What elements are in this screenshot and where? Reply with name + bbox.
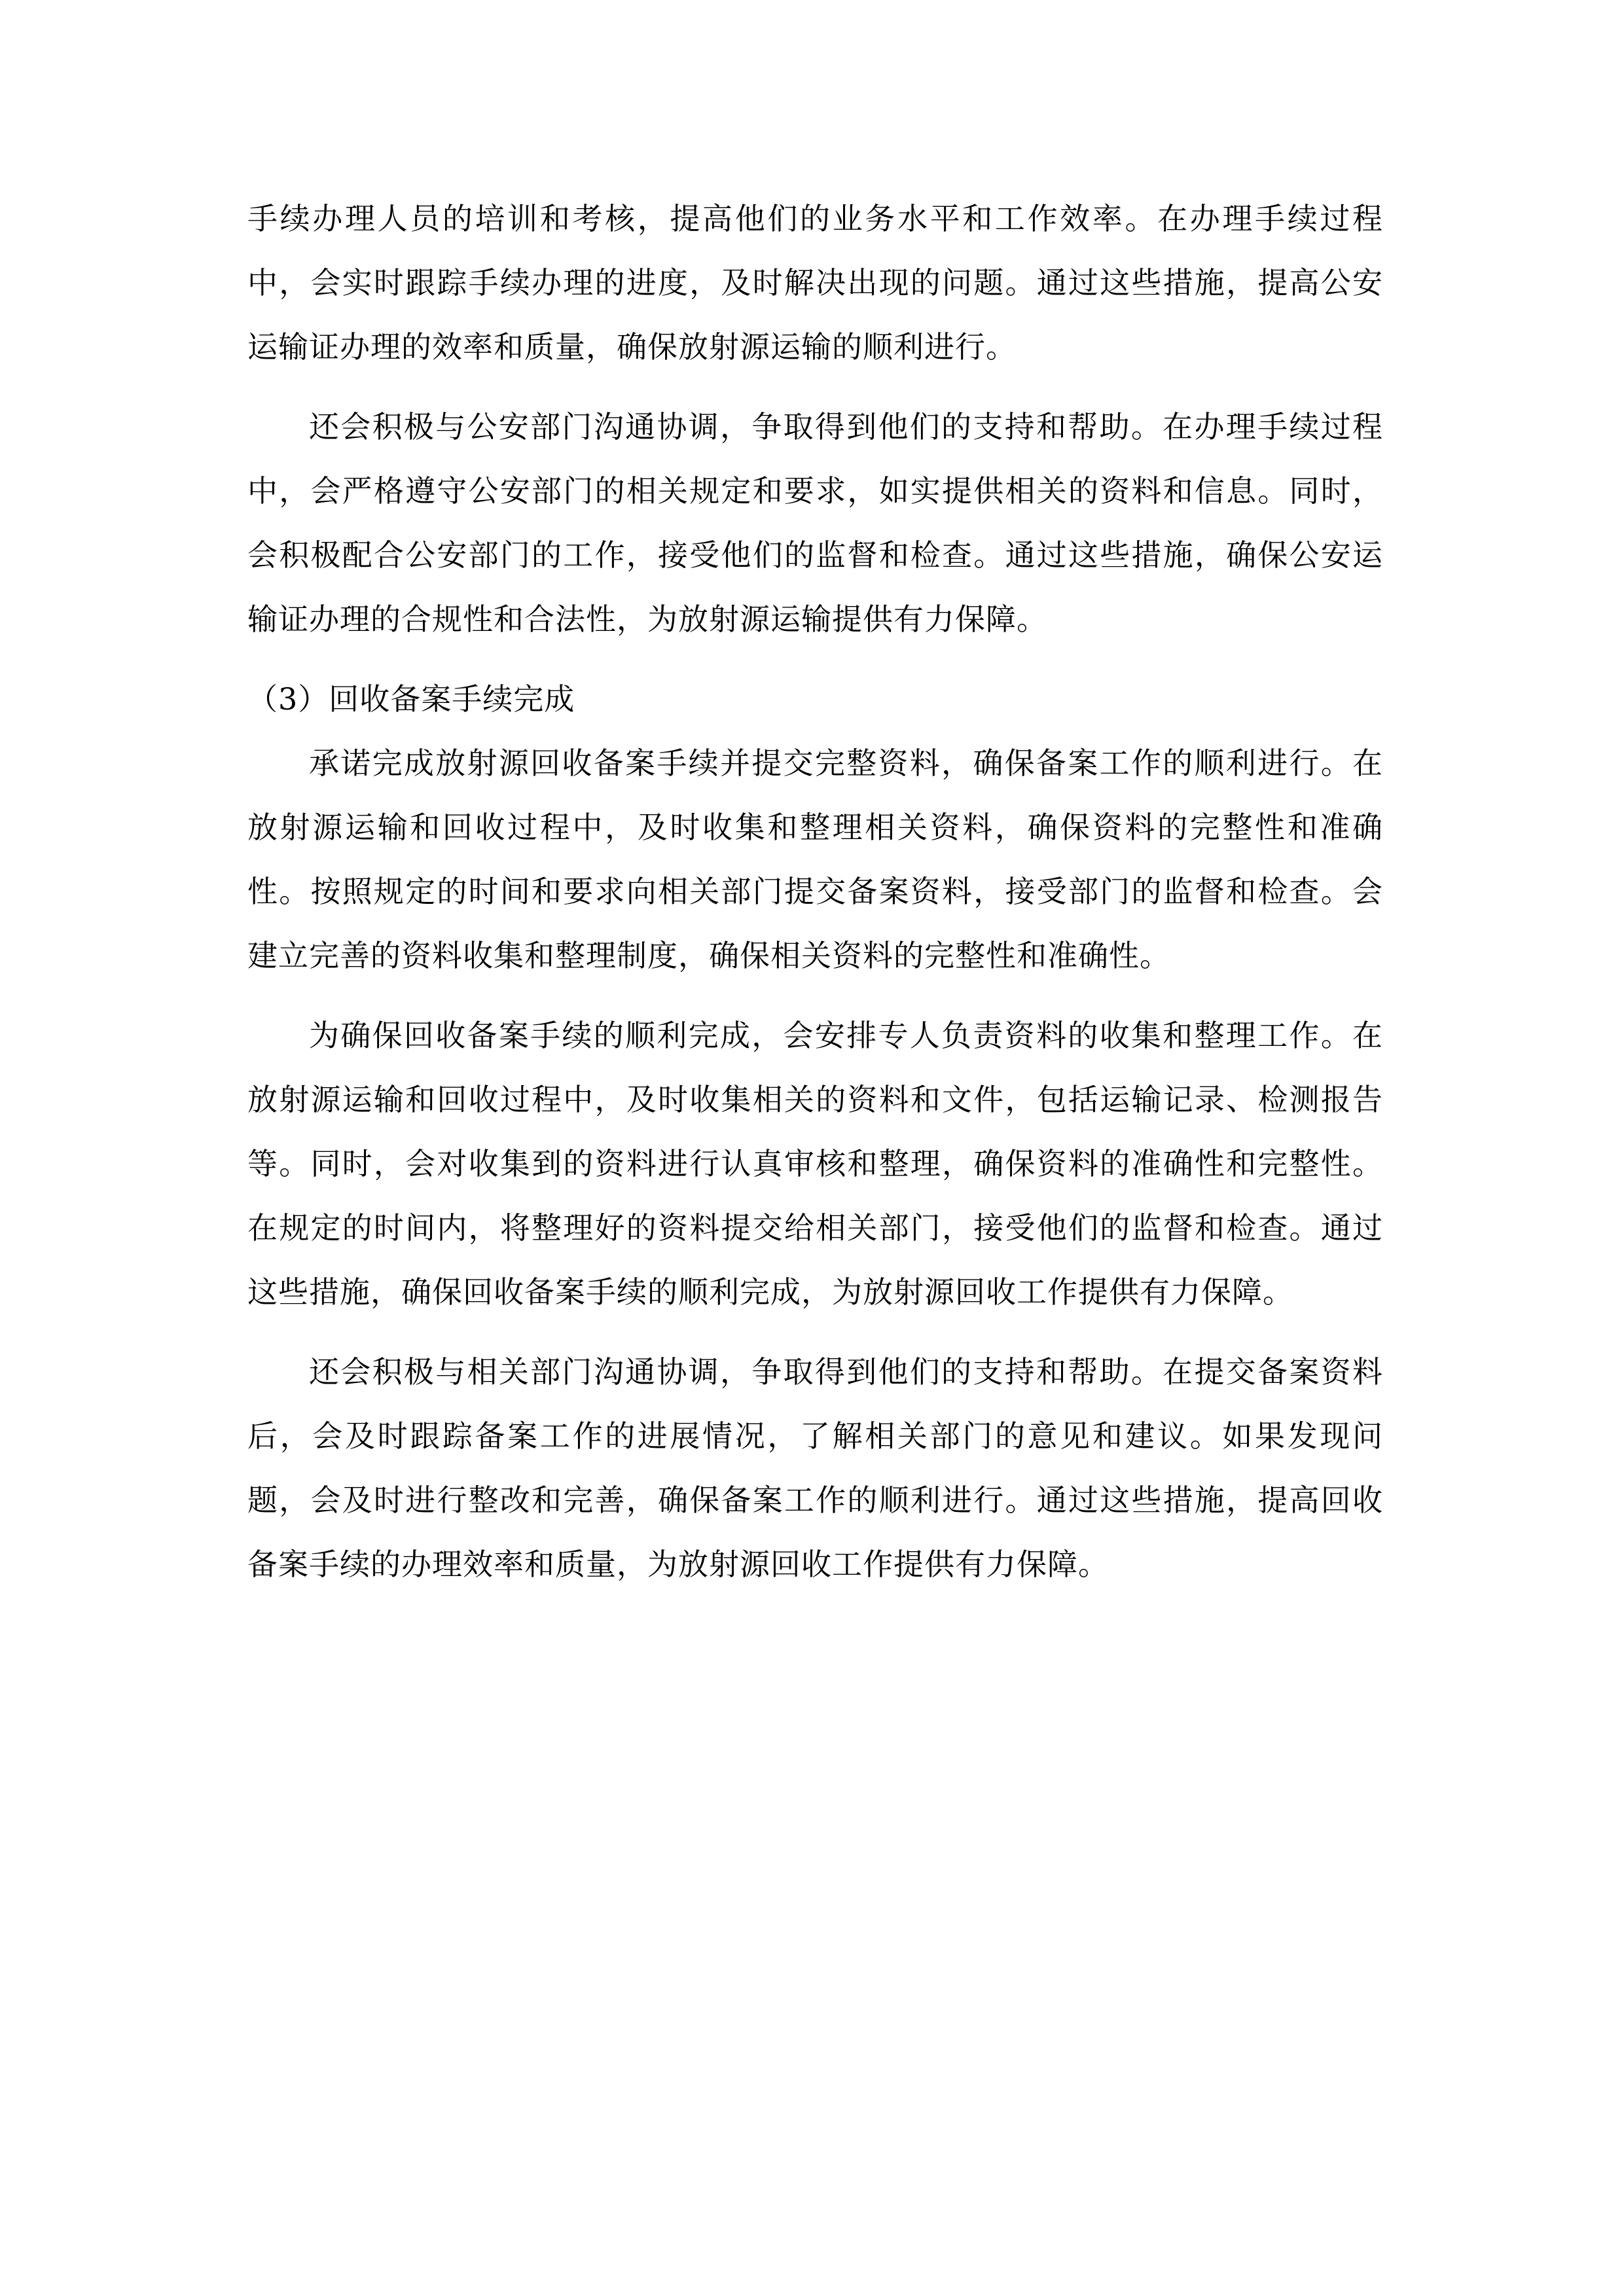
paragraph-filing-commitment: 承诺完成放射源回收备案手续并提交完整资料，确保备案工作的顺利进行。在放射源运输和回收过程中，及时收集和整理相关资料，确保资料的完整性和准确性。按照规定的时间和要求向相关部门提交备案资料，接受部门的监督和检查。会建立完善的资料收集和整理制度，确保相关资料的完整性和准确性。 [247, 745, 1383, 973]
paragraph-continuation: 手续办理人员的培训和考核，提高他们的业务水平和工作效率。在办理手续过程中，会实时跟踪手续办理的进度，及时解决出现的问题。通过这些措施，提高公安运输证办理的效率和质量，确保放射源运输的顺利进行。 [247, 201, 1383, 365]
paragraph-filing-staff: 为确保回收备案手续的顺利完成，会安排专人负责资料的收集和整理工作。在放射源运输和回收过程中，及时收集相关的资料和文件，包括运输记录、检测报告等。同时，会对收集到的资料进行认真审核和整理，确保资料的准确性和完整性。在规定的时间内，将整理好的资料提交给相关部门，接受他们的监督和检查。通过这些措施，确保回收备案手续的顺利完成，为放射源回收工作提供有力保障。 [247, 1018, 1383, 1310]
section-heading-recycling-filing: （3）回收备案手续完成 [247, 681, 575, 717]
document-body [247, 187, 1383, 1596]
paragraph-police-coordination: 还会积极与公安部门沟通协调，争取得到他们的支持和帮助。在办理手续过程中，会严格遵守公安部门的相关规定和要求，如实提供相关的资料和信息。同时，会积极配合公安部门的工作，接受他们的监督和检查。通过这些措施，确保公安运输证办理的合规性和合法性，为放射源运输提供有力保障。 [247, 409, 1383, 637]
paragraph-department-coordination: 还会积极与相关部门沟通协调，争取得到他们的支持和帮助。在提交备案资料后，会及时跟踪备案工作的进展情况，了解相关部门的意见和建议。如果发现问题，会及时进行整改和完善，确保备案工作的顺利进行。通过这些措施，提高回收备案手续的办理效率和质量，为放射源回收工作提供有力保障。 [247, 1354, 1383, 1582]
